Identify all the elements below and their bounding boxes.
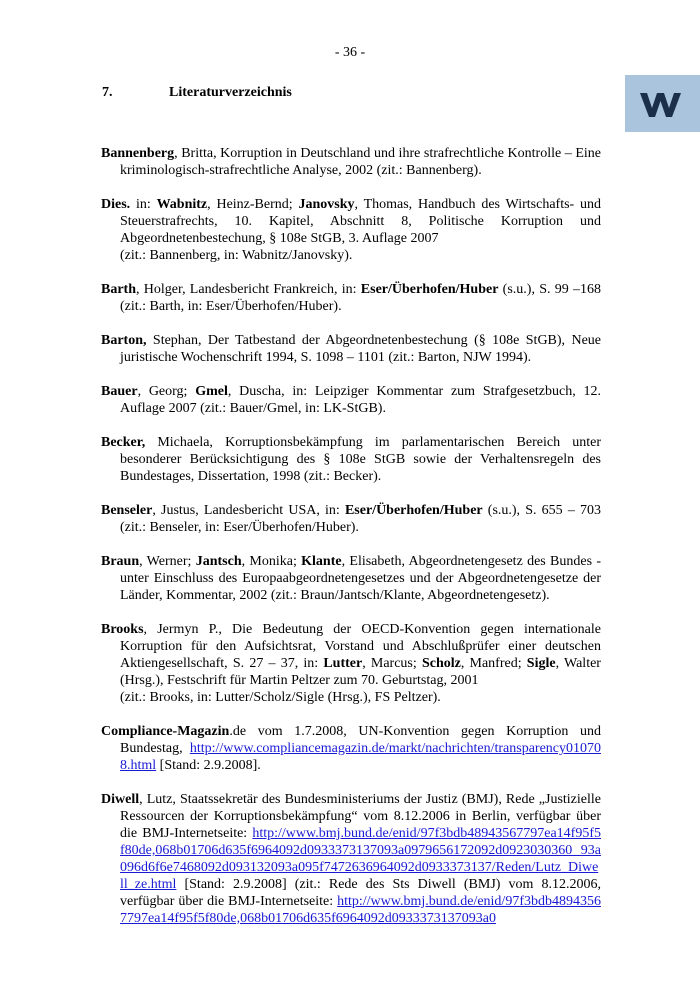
w-logo <box>625 75 700 132</box>
bibliography-entry <box>101 383 601 417</box>
author-name: Wabnitz <box>156 197 208 212</box>
author-name: Bauer <box>101 384 138 399</box>
entry-text: , Lutz, Staatssekretär des Bundesministeriums der Justiz (BMJ), Rede „Justizielle Ressourcen der Korruptionsbekämpfung“ vom 8.12.2006 in Berlin, verfügbar über die BMJ-Internetseite: <box>120 792 601 841</box>
source-link[interactable]: http://www.bmj.bund.de/enid/97f3bdb48943567797ea14f95f5f80de,068b01706d635f6964092d0933373137093a0 <box>120 894 601 926</box>
bibliography-entry <box>101 621 601 706</box>
author-name: Eser/Überhofen/Huber <box>344 503 483 518</box>
bibliography-entry <box>101 332 601 366</box>
bibliography-entry <box>101 553 601 604</box>
bibliography-entry <box>101 196 601 264</box>
bibliography-entry <box>101 145 601 179</box>
entry-text: , Marcus; <box>362 656 422 671</box>
author-name: Eser/Überhofen/Huber <box>360 282 499 297</box>
entry-text: , Elisabeth, Abgeordnetengesetz des Bundes - unter Einschluss des Europaabgeordnetengesetzes und der Abgeordnetengesetze der Länder, Kommentar, 2002 (zit.: Braun/Jantsch/Klante, Abgeordnetengesetz). <box>120 554 601 603</box>
section-number: 7. <box>102 85 113 100</box>
bibliography-entry <box>101 281 601 315</box>
entry-text: (s.u.), S. 99 –168 (zit.: Barth, in: Eser/Überhofen/Huber). <box>120 282 601 314</box>
w-logo-icon <box>640 89 684 119</box>
entry-text: Stephan, Der Tatbestand der Abgeordnetenbestechung (§ 108e StGB), Neue juristische Wochenschrift 1994, S. 1098 – 1101 (zit.: Barton, NJW 1994). <box>120 333 601 365</box>
author-name: Diwell <box>101 792 140 807</box>
author-name: Lutter <box>323 656 363 671</box>
author-name: Gmel <box>195 384 228 399</box>
entry-text: (s.u.), S. 655 – 703 (zit.: Benseler, in: Eser/Überhofen/Huber). <box>120 503 601 535</box>
author-name: Klante <box>301 554 342 569</box>
entry-text: Michaela, Korruptionsbekämpfung im parlamentarischen Bereich unter besonderer Berücksichtigung des § 108e StGB sowie der Verhaltensregeln des Bundestages, Dissertation, 1998 (zit.: Becker). <box>120 435 601 484</box>
entry-text: in: <box>130 197 157 212</box>
author-name: Braun <box>101 554 140 569</box>
entry-text: [Stand: 2.9.2008]. <box>156 758 261 773</box>
author-name: Brooks <box>101 622 144 637</box>
entry-text: .de vom 1.7.2008, UN-Konvention gegen Korruption und Bundestag, <box>120 724 601 756</box>
entry-text: , Monika; <box>241 554 302 569</box>
source-link[interactable]: http://www.compliancemagazin.de/markt/nachrichten/transparency010708.html <box>120 741 601 773</box>
bibliography-entry <box>101 791 601 927</box>
entry-text: , Holger, Landesbericht Frankreich, in: <box>136 282 361 297</box>
entry-text: , Heinz-Bernd; <box>207 197 299 212</box>
bibliography-entry <box>101 502 601 536</box>
author-name: Dies. <box>101 197 131 212</box>
section-heading <box>102 84 562 101</box>
entry-text: , Werner; <box>139 554 196 569</box>
citation-short: (zit.: Bannenberg, in: Wabnitz/Janovsky). <box>120 248 353 263</box>
author-name: Becker, <box>101 435 146 450</box>
author-name: Barton, <box>101 333 147 348</box>
page-number: - 36 - <box>334 45 366 60</box>
source-link[interactable]: http://www.bmj.bund.de/enid/97f3bdb48943567797ea14f95f5f80de,068b01706d635f6964092d0933373137093a0979656172092d0923030360 93a096d6f6e7468092d093132093a095f7472636964092d0933373137/Reden/Lutz_Diwell_ze.html <box>120 826 601 892</box>
author-name: Bannenberg <box>101 146 175 161</box>
entry-text: [Stand: 2.9.2008] (zit.: Rede des Sts Diwell (BMJ) vom 8.12.2006, verfügbar über die BMJ-Internetseite: <box>120 877 601 909</box>
citation-short: (zit.: Brooks, in: Lutter/Scholz/Sigle (Hrsg.), FS Peltzer). <box>120 690 441 705</box>
bibliography-list <box>101 145 601 944</box>
entry-text: , Thomas, Handbuch des Wirtschafts- und Steuerstrafrechts, 10. Kapitel, Abschnitt 8, Politische Korruption und Abgeordnetenbestechung, § 108e StGB, 3. Auflage 2007 <box>120 197 602 246</box>
entry-text: , Manfred; <box>460 656 527 671</box>
entry-text: , Georg; <box>137 384 196 399</box>
bibliography-entry <box>101 434 601 485</box>
entry-text: , Justus, Landesbericht USA, in: <box>152 503 345 518</box>
author-name: Sigle <box>526 656 556 671</box>
entry-text: , Walter (Hrsg.), Festschrift für Martin Peltzer zum 70. Geburtstag, 2001 <box>120 656 601 688</box>
bibliography-entry <box>101 723 601 774</box>
author-name: Benseler <box>101 503 153 518</box>
author-name: Janovsky <box>298 197 355 212</box>
author-name: Jantsch <box>195 554 242 569</box>
section-title: Literaturverzeichnis <box>169 85 292 100</box>
entry-text: , Jermyn P., Die Bedeutung der OECD-Konvention gegen internationale Korruption für den Aufsichtsrat, Vorstand und Abschlußprüfer einer deutschen Aktiengesellschaft, S. 27 – 37, in: <box>120 622 601 671</box>
author-name: Compliance-Magazin <box>101 724 230 739</box>
entry-text: , Britta, Korruption in Deutschland und ihre strafrechtliche Kontrolle – Eine kriminologisch-strafrechtliche Analyse, 2002 (zit.: Bannenberg). <box>120 146 601 178</box>
author-name: Scholz <box>421 656 461 671</box>
author-name: Barth <box>101 282 136 297</box>
entry-text: , Duscha, in: Leipziger Kommentar zum Strafgesetzbuch, 12. Auflage 2007 (zit.: Bauer/Gmel, in: LK-StGB). <box>120 384 602 416</box>
